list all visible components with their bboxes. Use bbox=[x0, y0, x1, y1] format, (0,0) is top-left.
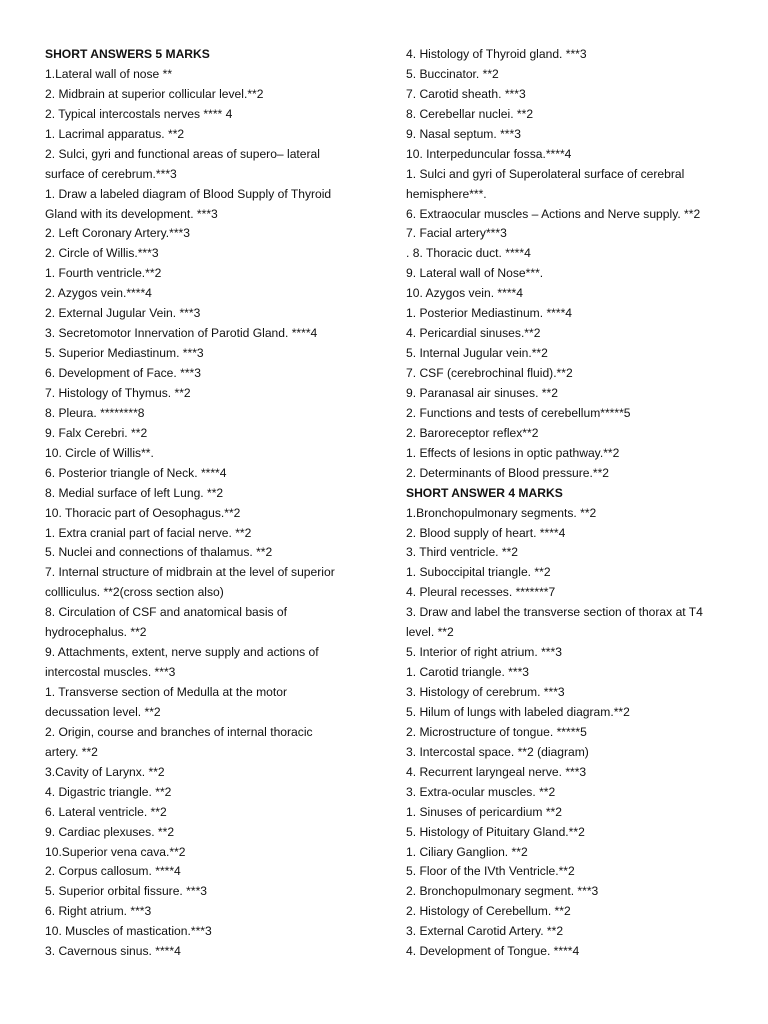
question-line: 7. CSF (cerebrochinal fluid).**2 bbox=[406, 366, 573, 380]
question-line: 1. Posterior Mediastinum. ****4 bbox=[406, 306, 573, 321]
question-line: 2. Midbrain at superior collicular level.**2 bbox=[45, 86, 264, 101]
question-line: 3. Secretomotor Innervation of Parotid Gland. ****4 bbox=[45, 326, 318, 341]
question-line: hydrocephalus. **2 bbox=[45, 625, 147, 640]
question-line: 6. Right atrium. ***3 bbox=[45, 904, 152, 919]
question-line: 10. Interpeduncular fossa.****4 bbox=[406, 146, 572, 161]
question-line: level. **2 bbox=[406, 625, 454, 640]
question-line: 10. Muscles of mastication.***3 bbox=[45, 924, 212, 939]
question-line: 2. Bronchopulmonary segment. ***3 bbox=[406, 884, 599, 899]
question-line: 1. Extra cranial part of facial nerve. **2 bbox=[45, 525, 252, 540]
question-line: 6. Development of Face. ***3 bbox=[45, 366, 201, 380]
question-line: 1.Lateral wall of nose ** bbox=[45, 66, 173, 81]
question-line: decussation level. **2 bbox=[45, 704, 161, 719]
question-line: 9. Attachments, extent, nerve supply and actions of bbox=[45, 645, 319, 660]
question-line: 3. Cavernous sinus. ****4 bbox=[45, 944, 181, 959]
question-line: 6. Posterior triangle of Neck. ****4 bbox=[45, 465, 227, 480]
question-line: 10. Circle of Willis**. bbox=[45, 445, 154, 460]
question-line: 5. Interior of right atrium. ***3 bbox=[406, 645, 562, 660]
question-line: 3. External Carotid Artery. **2 bbox=[406, 924, 564, 939]
question-line: 5. Nuclei and connections of thalamus. **2 bbox=[45, 545, 273, 560]
question-line: intercostal muscles. ***3 bbox=[45, 665, 176, 680]
section-heading: SHORT ANSWERS 5 MARKS bbox=[45, 47, 210, 61]
question-line: 2. Azygos vein.****4 bbox=[45, 286, 152, 301]
section-heading: SHORT ANSWER 4 MARKS bbox=[406, 485, 563, 500]
question-line: collliculus. **2(cross section also) bbox=[45, 585, 224, 600]
question-line: 6. Lateral ventricle. **2 bbox=[45, 804, 167, 819]
question-line: 9. Nasal septum. ***3 bbox=[406, 126, 521, 141]
question-line: 2. Sulci, gyri and functional areas of supero– lateral bbox=[45, 146, 320, 161]
question-line: artery. **2 bbox=[45, 744, 98, 759]
question-line: surface of cerebrum.***3 bbox=[45, 166, 177, 181]
question-line: 8. Pleura. ********8 bbox=[45, 405, 145, 420]
question-line: 1. Draw a labeled diagram of Blood Supply of Thyroid bbox=[45, 186, 332, 201]
question-line: 1.Bronchopulmonary segments. **2 bbox=[406, 505, 597, 520]
question-line: 1. Sinuses of pericardium **2 bbox=[406, 804, 562, 819]
question-line: 4. Digastric triangle. **2 bbox=[45, 784, 172, 799]
left-column bbox=[45, 45, 395, 962]
question-line: 10. Azygos vein. ****4 bbox=[406, 286, 523, 301]
question-line: 9. Paranasal air sinuses. **2 bbox=[406, 385, 558, 400]
question-line: 1. Transverse section of Medulla at the motor bbox=[45, 685, 287, 699]
question-line: 2. Left Coronary Artery.***3 bbox=[45, 226, 190, 241]
question-line: 1. Lacrimal apparatus. **2 bbox=[45, 126, 185, 141]
question-line: 7. Internal structure of midbrain at the level of superior bbox=[45, 565, 335, 580]
question-line: 10.Superior vena cava.**2 bbox=[45, 844, 186, 859]
question-line: 5. Superior Mediastinum. ***3 bbox=[45, 346, 204, 361]
question-line: 4. Recurrent laryngeal nerve. ***3 bbox=[406, 764, 587, 779]
question-line: 4. Development of Tongue. ****4 bbox=[406, 944, 580, 959]
question-line: 2. Functions and tests of cerebellum*****5 bbox=[406, 405, 631, 420]
question-line: 8. Medial surface of left Lung. **2 bbox=[45, 485, 224, 500]
question-line: 2. Corpus callosum. ****4 bbox=[45, 864, 181, 879]
question-line: 7. Facial artery***3 bbox=[406, 226, 507, 241]
question-line: 7. Carotid sheath. ***3 bbox=[406, 86, 526, 101]
question-line: 4. Pleural recesses. *******7 bbox=[406, 585, 556, 600]
question-line: 2. Origin, course and branches of internal thoracic bbox=[45, 724, 313, 739]
question-line: 1. Carotid triangle. ***3 bbox=[406, 665, 530, 680]
question-line: 2. Histology of Cerebellum. **2 bbox=[406, 904, 571, 919]
question-line: 3. Third ventricle. **2 bbox=[406, 545, 519, 560]
question-line: 2. Circle of Willis.***3 bbox=[45, 246, 159, 261]
question-line: 10. Thoracic part of Oesophagus.**2 bbox=[45, 505, 241, 520]
question-line: 4. Pericardial sinuses.**2 bbox=[406, 326, 541, 341]
question-line: 1. Ciliary Ganglion. **2 bbox=[406, 844, 528, 859]
right-column bbox=[406, 45, 756, 962]
question-line: 2. Blood supply of heart. ****4 bbox=[406, 525, 566, 540]
question-line: 8. Circulation of CSF and anatomical basis of bbox=[45, 605, 287, 620]
question-line: 4. Histology of Thyroid gland. ***3 bbox=[406, 47, 587, 61]
question-line: 1. Effects of lesions in optic pathway.**2 bbox=[406, 445, 620, 460]
question-line: 8. Cerebellar nuclei. **2 bbox=[406, 106, 534, 121]
question-line: . 8. Thoracic duct. ****4 bbox=[406, 246, 531, 261]
question-line: 5. Internal Jugular vein.**2 bbox=[406, 346, 548, 361]
question-line: 6. Extraocular muscles – Actions and Nerve supply. **2 bbox=[406, 206, 701, 221]
question-line: 2. Determinants of Blood pressure.**2 bbox=[406, 465, 610, 480]
question-line: 5. Buccinator. **2 bbox=[406, 66, 499, 81]
question-line: 5. Hilum of lungs with labeled diagram.**2 bbox=[406, 704, 630, 719]
question-line: 3.Cavity of Larynx. **2 bbox=[45, 764, 165, 779]
question-line: 5. Histology of Pituitary Gland.**2 bbox=[406, 824, 585, 839]
question-line: 1. Suboccipital triangle. **2 bbox=[406, 565, 551, 580]
question-line: 2. Typical intercostals nerves **** 4 bbox=[45, 106, 233, 121]
question-line: 2. Baroreceptor reflex**2 bbox=[406, 425, 539, 440]
question-line: 9. Lateral wall of Nose***. bbox=[406, 266, 544, 281]
question-line: 5. Floor of the IVth Ventricle.**2 bbox=[406, 864, 575, 879]
question-line: 1. Sulci and gyri of Superolateral surface of cerebral bbox=[406, 166, 685, 181]
question-line: 7. Histology of Thymus. **2 bbox=[45, 385, 191, 400]
question-line: 3. Draw and label the transverse section of thorax at T4 bbox=[406, 605, 703, 620]
question-line: 2. External Jugular Vein. ***3 bbox=[45, 306, 201, 321]
question-line: 3. Intercostal space. **2 (diagram) bbox=[406, 744, 589, 759]
question-line: 9. Falx Cerebri. **2 bbox=[45, 425, 148, 440]
question-line: hemisphere***. bbox=[406, 186, 487, 201]
question-line: 2. Microstructure of tongue. *****5 bbox=[406, 724, 587, 739]
question-line: 9. Cardiac plexuses. **2 bbox=[45, 824, 175, 839]
question-line: 5. Superior orbital fissure. ***3 bbox=[45, 884, 208, 899]
question-line: 3. Histology of cerebrum. ***3 bbox=[406, 685, 565, 699]
question-line: 3. Extra-ocular muscles. **2 bbox=[406, 784, 556, 799]
question-line: 1. Fourth ventricle.**2 bbox=[45, 266, 162, 281]
question-line: Gland with its development. ***3 bbox=[45, 206, 218, 221]
